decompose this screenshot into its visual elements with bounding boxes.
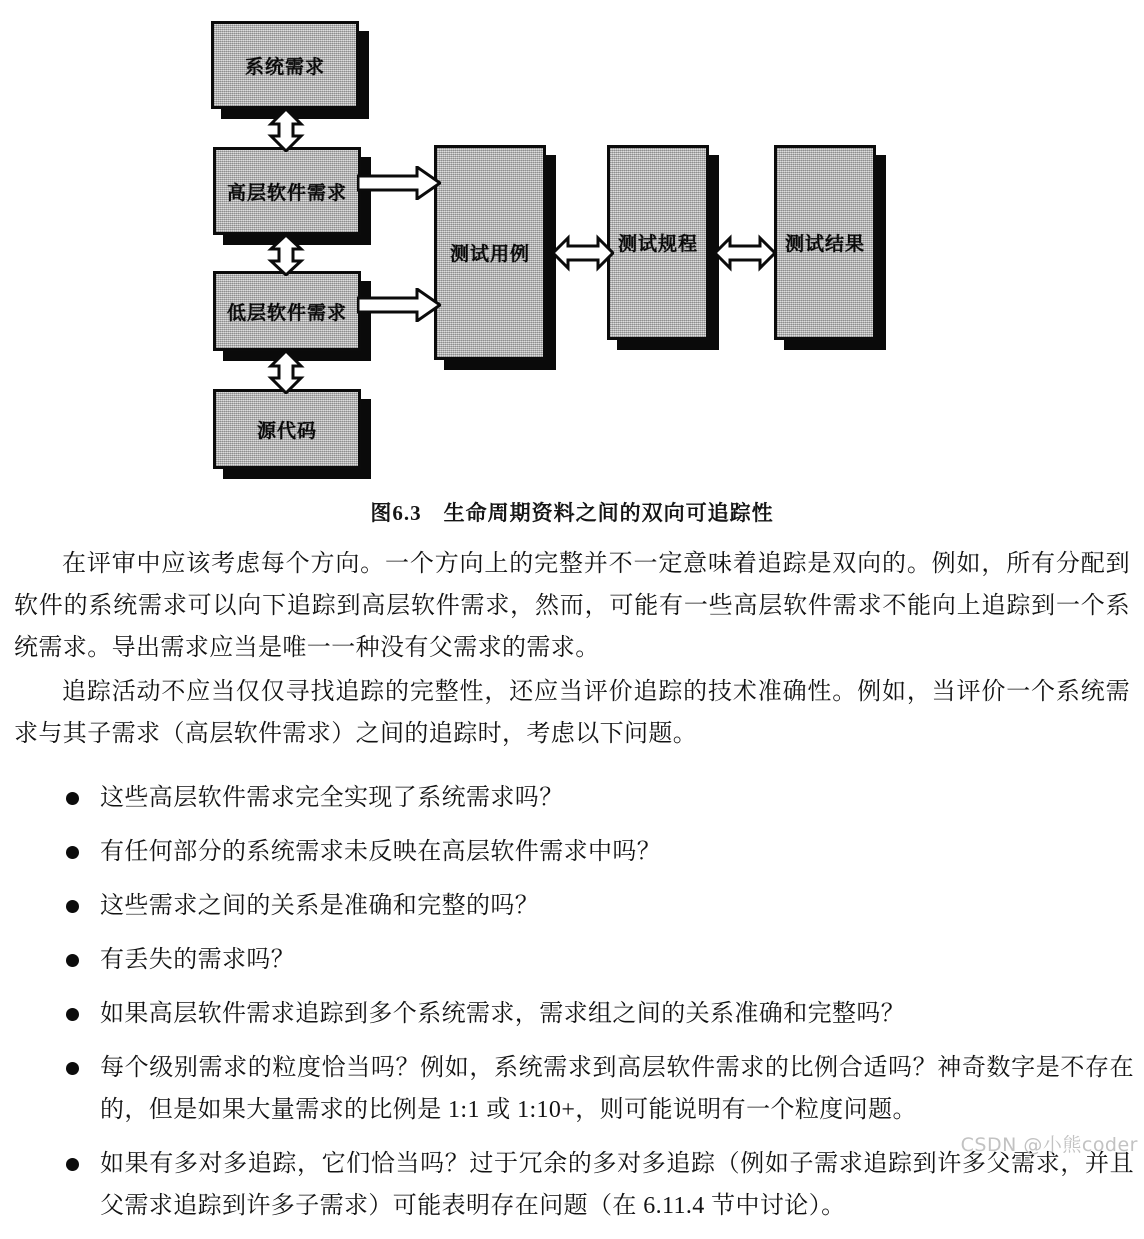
figure-diagram xyxy=(0,0,1144,490)
node-label-high-level-requirements: 高层软件需求 xyxy=(226,181,347,204)
connector-lowlevel-to-sourcecode-double-arrow-icon xyxy=(266,350,306,394)
list-item xyxy=(62,885,1134,927)
connector-system-to-highlevel-double-arrow-icon xyxy=(266,108,306,152)
list-item-text: 这些高层软件需求完全实现了系统需求吗？ xyxy=(100,785,564,811)
list-item-text: 有任何部分的系统需求未反映在高层软件需求中吗？ xyxy=(100,839,662,865)
csdn-watermark: CSDN @小熊coder xyxy=(960,1134,1138,1156)
paragraph-1: 在评审中应该考虑每个方向。一个方向上的完整并不一定意味着追踪是双向的。例如，所有分配到软件的系统需求可以向下追踪到高层软件需求，然而，可能有一些高层软件需求不能向上追踪到一个系统需求。导出需求应当是唯一一种没有父需求的需求。 xyxy=(14,551,1130,661)
bullet-dot-icon xyxy=(66,1008,79,1021)
connector-procedures-to-results-double-arrow-icon xyxy=(714,233,776,273)
node-label-low-level-requirements: 低层软件需求 xyxy=(226,301,347,324)
paragraph-2: 追踪活动不应当仅仅寻找追踪的完整性，还应当评价追踪的技术准确性。例如，当评价一个系统需求与其子需求（高层软件需求）之间的追踪时，考虑以下问题。 xyxy=(14,679,1130,747)
bullet-dot-icon xyxy=(66,1062,79,1075)
list-item xyxy=(62,993,1134,1035)
node-label-test-cases: 测试用例 xyxy=(449,243,530,265)
bullet-list xyxy=(62,777,1134,1239)
node-test-procedures[interactable] xyxy=(607,145,709,340)
connector-highlevel-to-testcases-arrow-icon xyxy=(357,166,441,200)
list-item-text: 这些需求之间的关系是准确和完整的吗？ xyxy=(100,893,540,919)
figure-caption-number: 图6.3 xyxy=(370,501,422,525)
bullet-dot-icon xyxy=(66,792,79,805)
node-label-source-code: 源代码 xyxy=(256,419,317,442)
node-system-requirements[interactable] xyxy=(211,21,359,109)
list-item-text: 每个级别需求的粒度恰当吗？例如，系统需求到高层软件需求的比例合适吗？神奇数字是不存在的，但是如果大量需求的比例是 1:1 或 1:10+，则可能说明有一个粒度问题。 xyxy=(100,1055,1134,1123)
list-item-text: 有丢失的需求吗？ xyxy=(100,947,296,973)
bullet-dot-icon xyxy=(66,846,79,859)
bullet-dot-icon xyxy=(66,900,79,913)
connector-testcases-to-procedures-double-arrow-icon xyxy=(552,233,614,273)
node-label-test-procedures: 测试规程 xyxy=(617,233,698,255)
list-item-text: 如果有多对多追踪，它们恰当吗？过于冗余的多对多追踪（例如子需求追踪到许多父需求，并且父需求追踪到许多子需求）可能表明存在问题（在 6.11.4 节中讨论）。 xyxy=(100,1151,1134,1219)
node-label-test-results: 测试结果 xyxy=(784,233,865,255)
node-test-cases[interactable] xyxy=(434,145,546,360)
figure-caption xyxy=(0,497,1144,527)
list-item xyxy=(62,1047,1134,1131)
list-item xyxy=(62,831,1134,873)
figure-caption-text: 生命周期资料之间的双向可追踪性 xyxy=(443,501,774,525)
body-text xyxy=(14,543,1130,757)
bullet-dot-icon xyxy=(66,954,79,967)
node-high-level-requirements[interactable] xyxy=(213,147,361,235)
node-low-level-requirements[interactable] xyxy=(213,271,361,351)
list-item xyxy=(62,777,1134,819)
connector-lowlevel-to-testcases-arrow-icon xyxy=(357,288,441,322)
node-source-code[interactable] xyxy=(213,389,361,469)
list-item xyxy=(62,939,1134,981)
list-item-text: 如果高层软件需求追踪到多个系统需求，需求组之间的关系准确和完整吗？ xyxy=(100,1001,906,1027)
node-test-results[interactable] xyxy=(774,145,876,340)
connector-highlevel-to-lowlevel-double-arrow-icon xyxy=(266,234,306,276)
node-label-system-requirements: 系统需求 xyxy=(244,55,325,78)
